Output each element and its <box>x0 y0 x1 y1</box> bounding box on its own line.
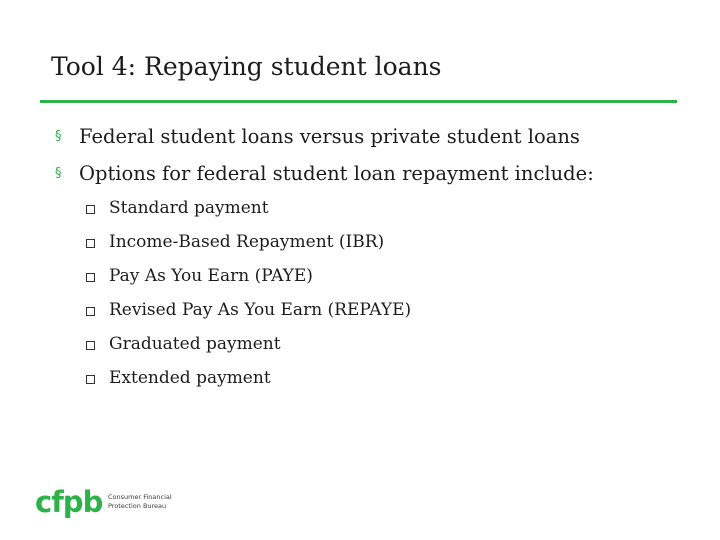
cfpb-logo <box>34 483 194 523</box>
square-bullet-icon <box>86 205 95 214</box>
square-bullet-icon <box>86 375 95 384</box>
square-bullet-icon <box>86 273 95 282</box>
sub-bullet-text: Income-Based Repayment (IBR) <box>109 232 385 252</box>
logo-tagline <box>108 493 172 511</box>
sub-bullet-text: Revised Pay As You Earn (REPAYE) <box>109 300 412 320</box>
section-bullet-icon: § <box>55 129 62 144</box>
logo-tagline-line2: Protection Bureau <box>108 502 167 510</box>
cfpb-wordmark-text: cfpb <box>35 485 103 519</box>
sub-bullet-text: Extended payment <box>109 368 271 388</box>
square-bullet-icon <box>86 239 95 248</box>
bullet-text: Federal student loans versus private student loans <box>79 125 580 148</box>
bullet-text: Options for federal student loan repayment include: <box>79 162 594 185</box>
sub-bullet-text: Graduated payment <box>109 334 281 354</box>
sub-bullet-text: Pay As You Earn (PAYE) <box>109 266 313 286</box>
square-bullet-icon <box>86 307 95 316</box>
title-divider <box>40 100 677 103</box>
section-bullet-icon: § <box>55 166 62 181</box>
cfpb-wordmark-icon <box>34 483 106 523</box>
slide-title: Tool 4: Repaying student loans <box>51 52 442 81</box>
logo-tagline-line1: Consumer Financial <box>108 493 172 501</box>
square-bullet-icon <box>86 341 95 350</box>
sub-bullet-text: Standard payment <box>109 198 269 218</box>
